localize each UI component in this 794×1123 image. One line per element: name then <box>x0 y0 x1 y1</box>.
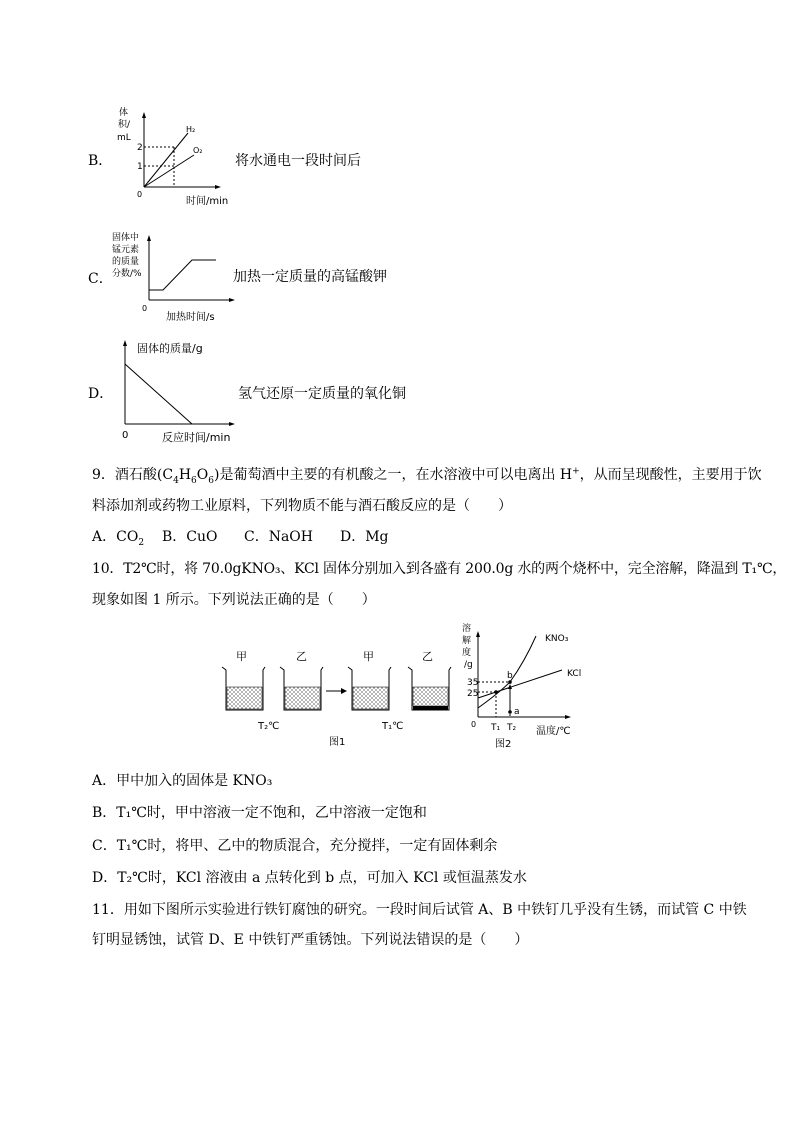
svg-text:解: 解 <box>462 636 472 646</box>
svg-text:2: 2 <box>137 143 143 153</box>
option-b-graph <box>110 105 240 210</box>
x-axis-label: 反应时间/min <box>162 431 231 444</box>
point-t1 <box>494 690 498 694</box>
solution <box>413 687 448 706</box>
q10-option-c[interactable]: C．T₁℃时，将甲、乙中的物质混合，充分搅拌，一定有固体剩余 <box>92 838 498 854</box>
beaker-label: 乙 <box>296 650 307 663</box>
y-label-line: 体 <box>119 108 129 118</box>
figure-caption: 图2 <box>495 739 512 750</box>
solution <box>227 687 262 709</box>
origin-label: 0 <box>122 430 129 441</box>
series-label: H₂ <box>186 125 196 134</box>
svg-text:锰元素: 锰元素 <box>112 245 140 255</box>
tick-label: T₂ <box>507 723 517 733</box>
option-caption: 加热一定质量的高锰酸钾 <box>233 269 387 285</box>
tick-label: T₁ <box>491 723 501 733</box>
q9-line-2: 料添加剂或药物工业原料，下列物质不能与酒石酸反应的是（ ） <box>92 498 512 514</box>
option-c-graph <box>110 230 240 325</box>
option-letter: C． <box>88 271 113 287</box>
x-axis-label: 加热时间/s <box>166 312 215 323</box>
option-d <box>88 337 418 447</box>
series-line-h2 <box>144 133 188 187</box>
point-label: b <box>507 671 513 681</box>
origin-label: 0 <box>137 190 143 199</box>
solution <box>353 687 388 709</box>
q9-option-a[interactable]: A．$CO_2$ <box>92 529 145 548</box>
origin-label: 0 <box>142 304 148 313</box>
figure-caption: 图1 <box>329 737 346 748</box>
y-axis-label: 固体的质量/g <box>137 342 203 355</box>
figure-2-solubility-curves <box>462 620 592 755</box>
kcl-line <box>478 670 562 698</box>
series-label: O₂ <box>193 146 203 155</box>
svg-text:/g: /g <box>464 660 473 670</box>
svg-text:的质量: 的质量 <box>112 257 140 267</box>
tick-label: 35 <box>467 678 479 688</box>
point-label: a <box>514 707 520 717</box>
q9-option-b[interactable]: B．CuO <box>162 529 218 545</box>
q10-line-1: 10．T2℃时，将 70.0gKNO₃、KCl 固体分别加入到各盛有 200.0g 水的两个烧杯中，完全溶解，降温到 T₁℃， <box>92 561 787 577</box>
svg-text:分数/%: 分数/% <box>112 269 142 279</box>
option-letter: D． <box>88 386 114 402</box>
svg-text:1: 1 <box>137 162 143 172</box>
x-axis-label: 温度/℃ <box>536 726 571 737</box>
option-c <box>88 230 408 325</box>
series-line-o2 <box>144 155 194 187</box>
option-b <box>88 105 388 210</box>
beaker-label: 甲 <box>236 650 247 663</box>
option-caption: 将水通电一段时间后 <box>235 153 361 169</box>
figure-1-beakers <box>215 645 465 755</box>
beaker-label: 乙 <box>422 650 433 663</box>
svg-text:度: 度 <box>462 648 472 658</box>
q10-option-d[interactable]: D．T₂℃时，KCl 溶液由 a 点转化到 b 点，可加入 KCl 或恒温蒸发水 <box>92 870 527 886</box>
q9-option-d[interactable]: D．Mg <box>340 529 389 545</box>
svg-text:溶: 溶 <box>462 624 472 634</box>
temperature-label: T₂℃ <box>258 721 280 732</box>
precipitate <box>413 706 448 710</box>
tick-label: 25 <box>467 689 479 699</box>
series-line <box>149 260 216 290</box>
y-label-line: mL <box>117 133 131 143</box>
series-label: KNO₃ <box>545 634 569 644</box>
solution <box>285 687 320 709</box>
beaker-label: 甲 <box>363 650 374 663</box>
q10-option-b[interactable]: B．T₁℃时，甲中溶液一定不饱和，乙中溶液一定饱和 <box>92 805 427 821</box>
option-letter: B． <box>88 153 113 169</box>
temperature-label: T₁℃ <box>382 721 404 732</box>
q10-line-2: 现象如图 1 所示。下列说法正确的是（ ） <box>92 592 376 608</box>
q11-line-1: 11．用如下图所示实验进行铁钉腐蚀的研究。一段时间后试管 A、B 中铁钉几乎没有生锈，而试管 C 中铁 <box>92 902 747 918</box>
svg-text:固体中: 固体中 <box>112 233 140 243</box>
point-a <box>508 710 512 714</box>
q9-option-c[interactable]: C．NaOH <box>244 529 313 545</box>
option-caption: 氢气还原一定质量的氧化铜 <box>238 386 406 402</box>
q9-line-1: 9．酒石酸$(C_4H_6O_6)$是葡萄酒中主要的有机酸之一，在水溶液中可以电离出 H+，从而呈现酸性，主要用于饮 <box>92 466 762 486</box>
origin-label: 0 <box>471 720 477 729</box>
q11-line-2: 钉明显锈蚀，试管 D、E 中铁钉严重锈蚀。下列说法错误的是（ ） <box>92 932 529 948</box>
q10-option-a[interactable]: A．甲中加入的固体是 KNO₃ <box>92 773 273 789</box>
x-axis-label: 时间/min <box>186 196 229 207</box>
y-label-line: 积/ <box>118 120 131 130</box>
series-label: KCl <box>567 669 582 679</box>
series-line <box>125 364 192 424</box>
